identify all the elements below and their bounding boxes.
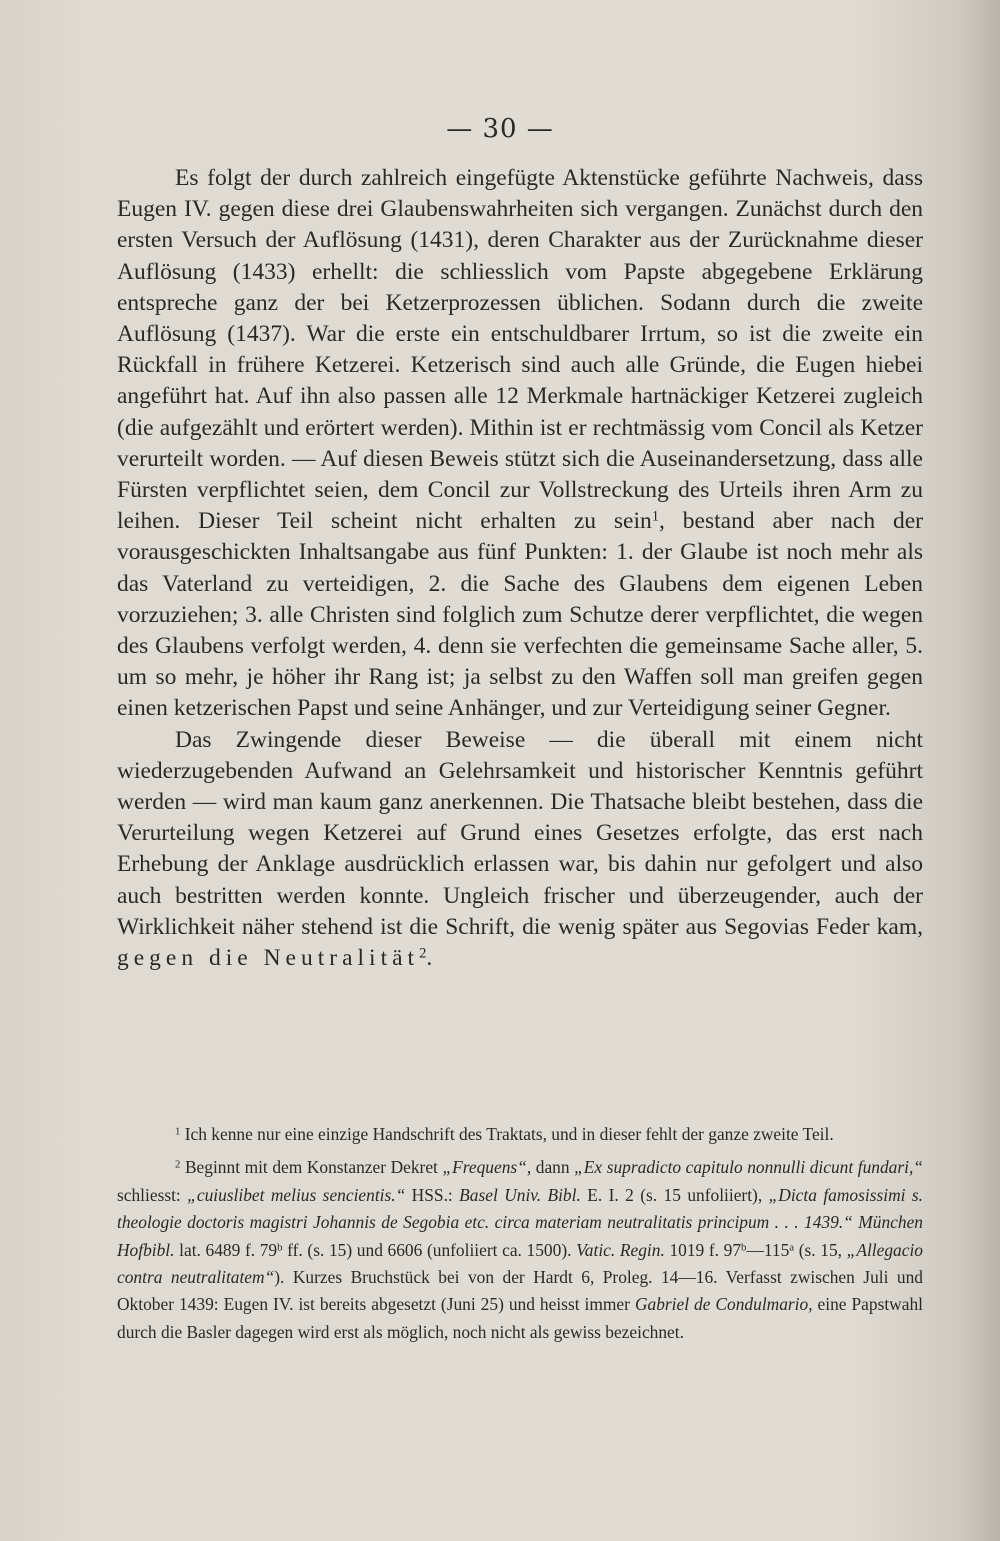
footnote-2-seg18: ). Kurzes Bruchstück bei von der Hardt 6, Proleg. 14—16. Verfasst zwischen Juli und Oktober 1439: Eugen IV. ist bereits abgesetzt (Juni 25) und heisst immer bbox=[117, 1267, 923, 1315]
footnote-2-seg06: „cuiuslibet melius sencientis.“ bbox=[187, 1184, 406, 1205]
footnote-ref-1[interactable]: 1 bbox=[651, 508, 660, 525]
footnote-2-seg11: lat. 6489 f. 79 bbox=[174, 1239, 278, 1260]
footnote-2-seg07: HSS.: bbox=[405, 1184, 460, 1205]
footnote-2-seg15-sup: a bbox=[789, 1241, 795, 1254]
footnote-2-seg01: Beginnt mit dem Konstanzer Dekret bbox=[184, 1157, 443, 1178]
paragraph-2-spaced-title: gegen die Neutralität bbox=[117, 945, 420, 972]
footnote-2-seg12: ff. (s. 15) und 6606 (unfoliiert ca. 1500). bbox=[282, 1239, 577, 1260]
footnote-2-seg09: E. I. 2 (s. 15 unfoliiert), bbox=[580, 1184, 769, 1205]
footnote-2-seg14-sup: b bbox=[741, 1241, 747, 1254]
paragraph-1 bbox=[117, 163, 923, 725]
footnote-1-text: Ich kenne nur eine einzige Handschrift des Traktats, und in dieser fehlt der ganze zweite Teil. bbox=[184, 1124, 834, 1144]
paragraph-1-text-b: , bestand aber nach der vorausgeschickten Inhaltsangabe aus fünf Punkten: 1. der Glaube ist noch mehr als das Vaterland zu verteidigen, 2. die Sache des Glaubens dem eigenen Leben vorzuziehen; 3. alle Christen sind folglich zum Schutze derer verpflichtet, die wegen des Glaubens verfolgt werden, 4. denn sie verfechten die gemeinsame Sache aller, 5. um so mehr, je höher ihr Rang ist; ja selbst zu den Waffen soll man greifen gegen einen ketzerischen Papst und seine Anhänger, und zur Verteidigung seiner Gegner. bbox=[117, 508, 923, 722]
paragraph-2-text-a: Das Zwingende dieser Beweise — die überall mit einem nicht wiederzugebenden Aufwand an Gelehrsamkeit und historischer Kenntnis geführt werden — wird man kaum ganz anerkennen. Die Thatsache bleibt bestehen, dass die Verurteilung wegen Ketzerei auf Grund eines Gesetzes erfolgte, das erst nach Erhebung der Anklage ausdrücklich erlassen war, bis dahin nur gefolgert und also auch bestritten werden konnte. Ungleich frischer und überzeugender, auch der Wirklichkeit näher stehend ist die Schrift, die wenig später aus Segovias Feder kam, bbox=[117, 726, 923, 940]
footnote-2-seg19: Gabriel de Condulmario, bbox=[634, 1294, 813, 1315]
footnote-2-seg13: Vatic. Regin. bbox=[576, 1239, 665, 1260]
footnotes bbox=[117, 1121, 923, 1346]
footnote-2-seg05: schliesst: bbox=[117, 1184, 188, 1205]
main-text bbox=[117, 163, 923, 974]
footnote-2 bbox=[117, 1154, 923, 1346]
footnote-2-seg14: 1019 f. 97 bbox=[664, 1239, 742, 1260]
footnote-2-seg02: „Frequens“ bbox=[442, 1157, 527, 1178]
footnote-2-seg20: eine Papstwahl durch die Basler dagegen wird erst als möglich, noch nicht als gewiss bezeichnet. bbox=[117, 1294, 923, 1342]
footnote-2-mark: 2 bbox=[175, 1159, 181, 1172]
page-number: — 30 — bbox=[446, 114, 554, 144]
footnote-2-seg10: „Dicta famosissimi s. theologie doctoris magistri Johannis de Segobia etc. circa materiam neutralitatis principum . . . 1439.“ München Hofbibl. bbox=[117, 1184, 923, 1260]
footnote-2-seg08: Basel Univ. Bibl. bbox=[459, 1184, 581, 1205]
footnote-ref-2[interactable]: 2 bbox=[419, 945, 427, 962]
footnote-1 bbox=[117, 1121, 923, 1148]
paragraph-1-text-a: Es folgt der durch zahlreich eingefügte Aktenstücke geführte Nachweis, dass Eugen IV. gegen diese drei Glaubenswahrheiten sich vergangen. Zunächst durch den ersten Versuch der Auflösung (1431), deren Charakter aus der Zurücknahme dieser Auflösung (1433) erhellt: die schliesslich vom Papste abgegebene Erklärung entspreche ganz der bei Ketzerprozessen üblichen. Sodann durch die zweite Auflösung (1437). War die erste ein entschuldbarer Irrtum, so ist die zweite ein Rückfall in frühere Ketzerei. Ketzerisch sind auch alle Gründe, die Eugen hiebei angeführt hat. Auf ihn also passen alle 12 Merkmale hartnäckiger Ketzerei zugleich (die aufgezählt und erörtert werden). Mithin ist er rechtmässig vom Concil als Ketzer verurteilt worden. — Auf diesen Beweis stützt sich die Auseinandersetzung, dass alle Fürsten verpflichtet seien, dem Concil zur Vollstreckung des Urteils ihren Arm zu leihen. Dieser Teil scheint nicht erhalten zu sein bbox=[117, 165, 923, 535]
footnote-2-seg04: „Ex supradicto capitulo nonnulli dicunt fundari,“ bbox=[574, 1157, 923, 1178]
footnote-2-seg11-sup: b bbox=[277, 1241, 283, 1254]
footnote-2-seg15: —115 bbox=[746, 1239, 790, 1260]
footnote-1-mark: 1 bbox=[175, 1125, 181, 1138]
paragraph-2 bbox=[117, 725, 923, 975]
paragraph-2-end: . bbox=[426, 945, 433, 972]
footnote-2-seg17: „Allegacio contra neutralitatem“ bbox=[117, 1239, 923, 1288]
footnote-2-seg03: , dann bbox=[526, 1157, 575, 1178]
footnote-2-seg16: (s. 15, bbox=[794, 1239, 847, 1260]
